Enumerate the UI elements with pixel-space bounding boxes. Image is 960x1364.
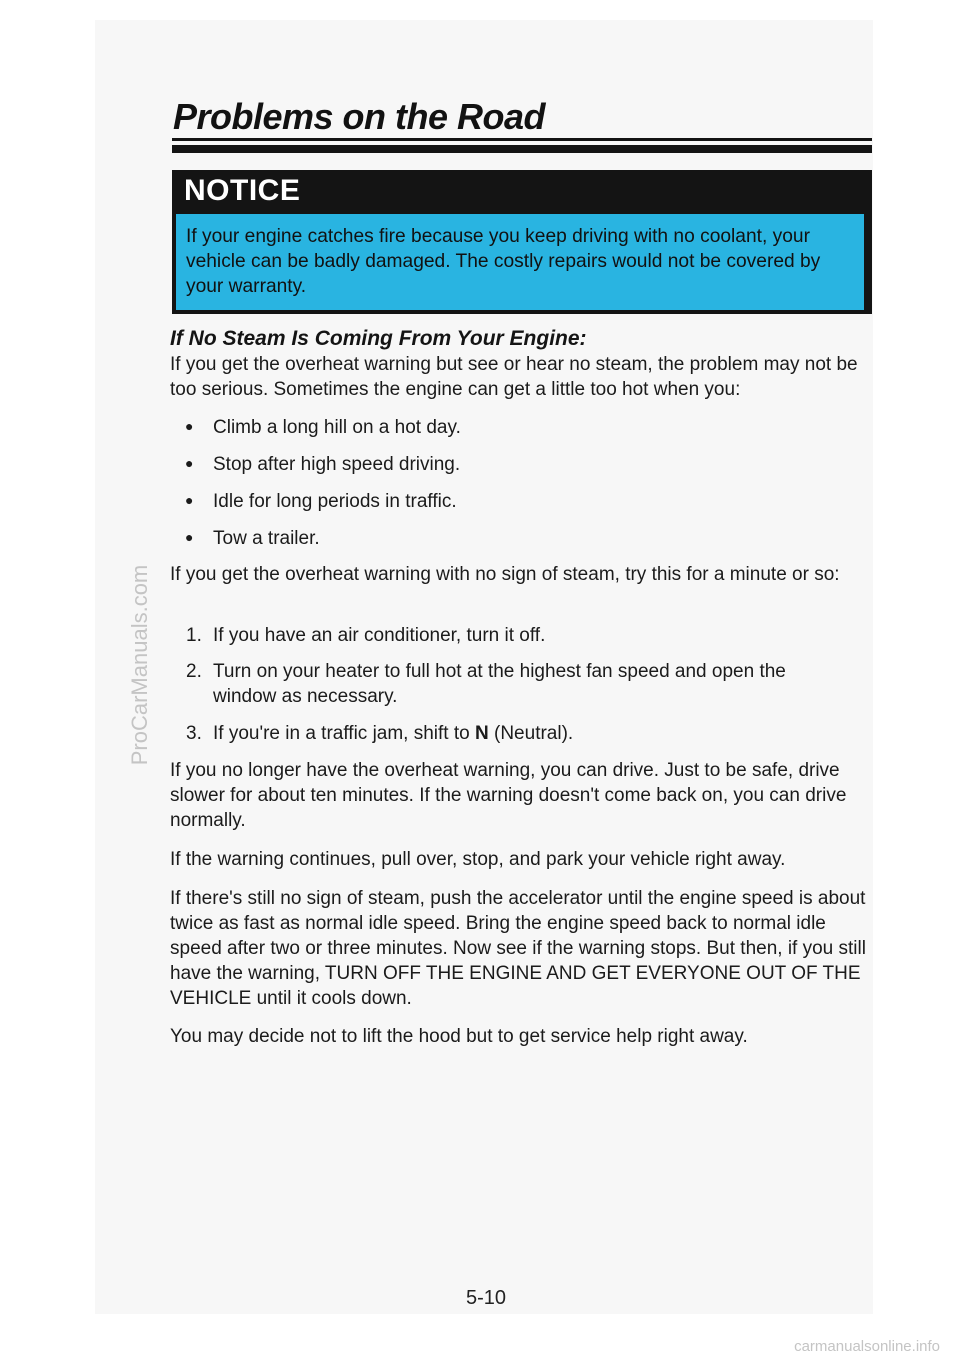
- bullet-text: Stop after high speed driving.: [213, 454, 461, 475]
- no-steam-paragraph: If there's still no sign of steam, push the accelerator until the engine speed is about twice as fast as normal idle speed. Bring the engine speed back to normal idle speed after two or three minutes. Now see if the warning stops. But then, if you still have the warning, TURN OFF THE ENGINE AND GET EVERYONE OUT OF THE VEHICLE until it cools down.: [170, 888, 866, 1009]
- step-item: [186, 623, 866, 648]
- notice-box: [172, 170, 872, 314]
- closing-paragraph: You may decide not to lift the hood but to get service help right away.: [170, 1026, 748, 1047]
- steps-intro-paragraph: If you get the overheat warning with no sign of steam, try this for a minute or so:: [170, 564, 840, 585]
- page-title: Problems on the Road: [173, 96, 546, 137]
- side-watermark: ProCarManuals.com: [127, 564, 152, 766]
- title-rule-thick: [172, 145, 872, 153]
- bullet-text: Idle for long periods in traffic.: [213, 491, 457, 512]
- step-text: If you're in a traffic jam, shift to N (Neutral).: [213, 723, 574, 744]
- footer-watermark: carmanualsonline.info: [794, 1338, 940, 1355]
- bullet-text: Tow a trailer.: [213, 528, 320, 549]
- warning-continues-paragraph: If the warning continues, pull over, stop, and park your vehicle right away.: [170, 849, 786, 870]
- step-number: 2.: [186, 661, 202, 682]
- list-item: [185, 414, 845, 440]
- bullet-text: Climb a long hill on a hot day.: [213, 417, 461, 438]
- intro-paragraph: If you get the overheat warning but see or hear no steam, the problem may not be too serious. Sometimes the engine can get a little too hot when you:: [170, 354, 858, 400]
- list-item: [185, 525, 845, 551]
- step-number: 3.: [186, 723, 202, 744]
- list-item: [185, 488, 845, 514]
- notice-heading: NOTICE: [184, 174, 301, 207]
- step-item: [186, 659, 866, 709]
- section-heading: If No Steam Is Coming From Your Engine:: [170, 327, 587, 350]
- bullet-icon: ●: [185, 418, 194, 434]
- list-item: [185, 451, 845, 477]
- notice-text: If your engine catches fire because you keep driving with no coolant, your vehicle can be badly damaged. The costly repairs would not be covered by your warranty.: [176, 214, 864, 310]
- step-number: 1.: [186, 625, 202, 646]
- bullet-icon: ●: [185, 492, 194, 508]
- bullet-icon: ●: [185, 529, 194, 545]
- step-text: Turn on your heater to full hot at the highest fan speed and open the window as necessary.: [213, 661, 786, 707]
- step-item: [186, 721, 866, 746]
- page-number: 5-10: [465, 1287, 507, 1309]
- bullet-icon: ●: [185, 455, 194, 471]
- after-steps-paragraph: If you no longer have the overheat warning, you can drive. Just to be safe, drive slower for about ten minutes. If the warning doesn't come back on, you can drive normally.: [170, 760, 847, 831]
- gear-neutral-label: N: [475, 723, 489, 744]
- step-text: If you have an air conditioner, turn it off.: [213, 625, 546, 646]
- title-rule-thin: [172, 138, 872, 141]
